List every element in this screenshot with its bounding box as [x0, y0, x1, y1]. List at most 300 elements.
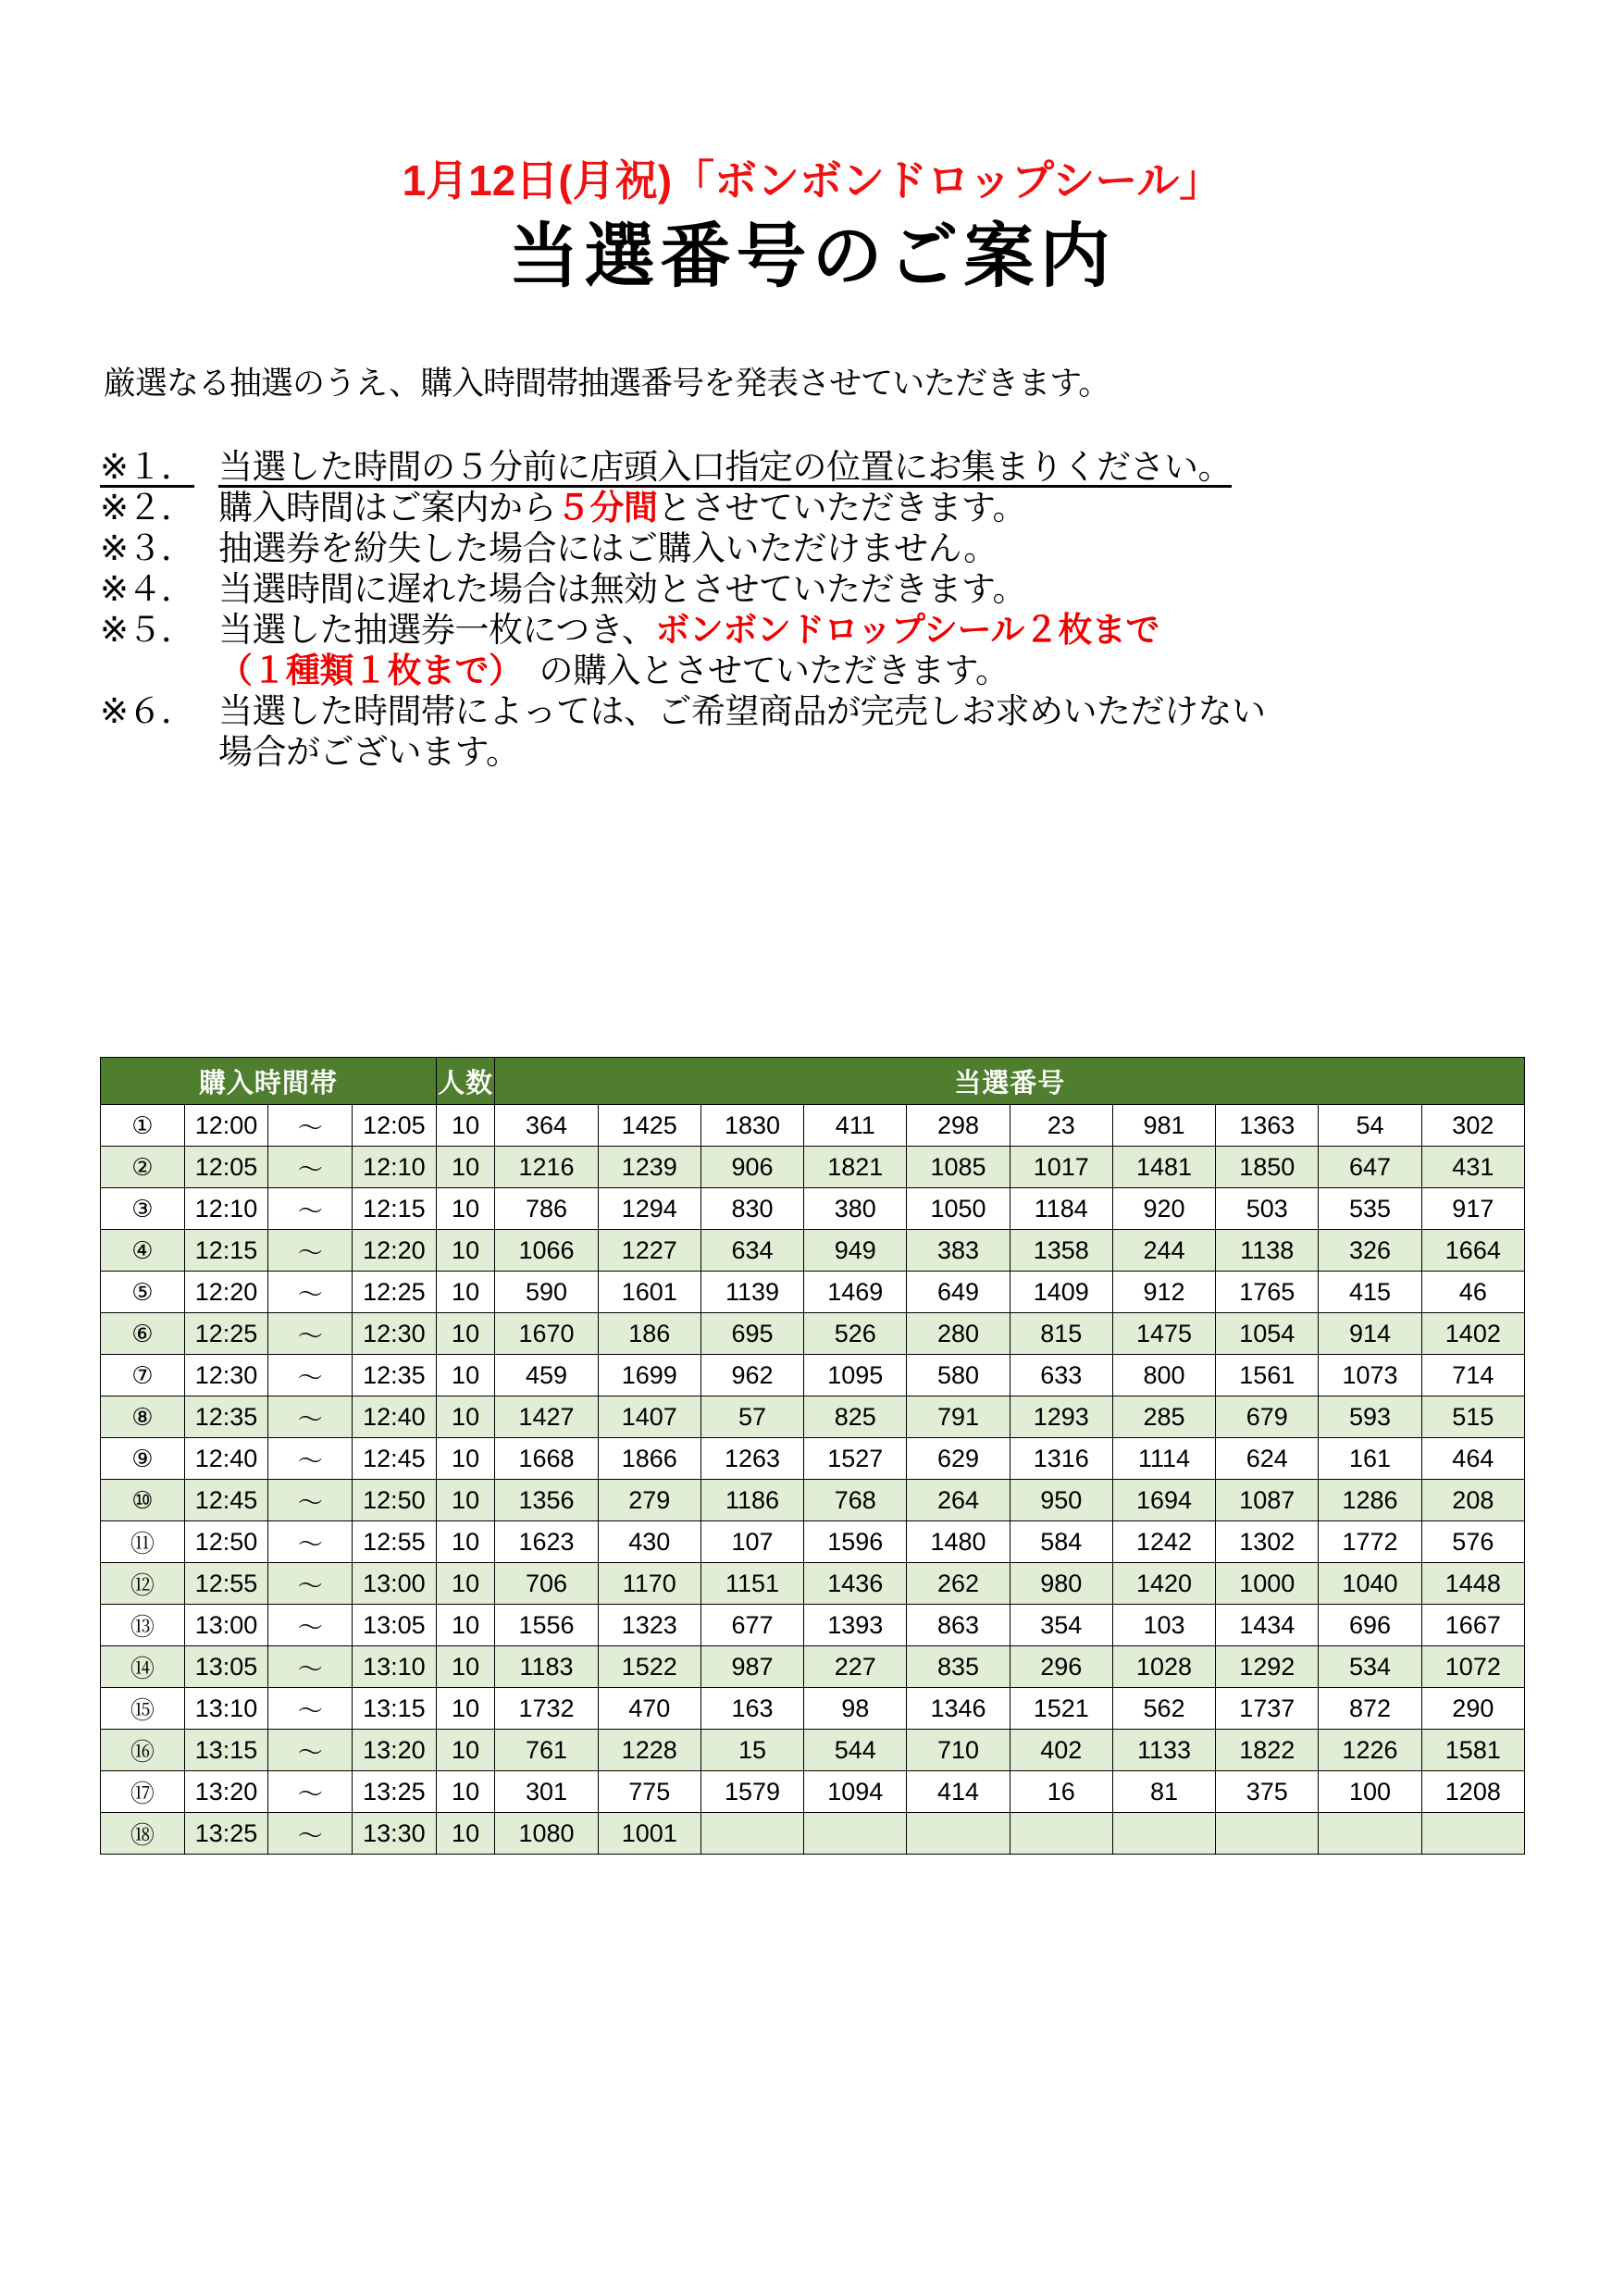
note-marker-2: ※２．: [100, 488, 195, 527]
winning-number: 590: [495, 1272, 598, 1313]
note-text-2-pre: 購入時間はご案内から: [218, 488, 556, 527]
winning-number: 298: [907, 1105, 1010, 1147]
time-separator: ～: [268, 1605, 353, 1646]
winning-number: 534: [1319, 1646, 1421, 1688]
winning-number: 1072: [1421, 1646, 1524, 1688]
winning-number: 526: [804, 1313, 907, 1355]
winning-number: 415: [1319, 1272, 1421, 1313]
note-marker-6: ※６．: [100, 691, 195, 730]
time-from: 12:45: [184, 1480, 268, 1521]
winning-number: [1421, 1813, 1524, 1855]
winning-number: 815: [1010, 1313, 1112, 1355]
time-to: 13:05: [353, 1605, 437, 1646]
winning-number: 1581: [1421, 1730, 1524, 1771]
row-index: ①: [101, 1105, 185, 1147]
note-item-6-continuation: [100, 732, 1624, 771]
winning-number: [1319, 1813, 1421, 1855]
winning-number: 1409: [1010, 1272, 1112, 1313]
person-count: 10: [436, 1563, 495, 1605]
winning-number: 430: [598, 1521, 700, 1563]
winning-number: 535: [1319, 1188, 1421, 1230]
winning-number: 1017: [1010, 1147, 1112, 1188]
note-text-2-highlight: ５分間: [556, 488, 658, 527]
time-separator: ～: [268, 1813, 353, 1855]
row-index: ②: [101, 1147, 185, 1188]
winning-number: 1151: [700, 1563, 803, 1605]
winning-number: 326: [1319, 1230, 1421, 1272]
winning-number: 1085: [907, 1147, 1010, 1188]
winning-number: 515: [1421, 1396, 1524, 1438]
time-from: 12:20: [184, 1272, 268, 1313]
note-text-5-cont-post: の購入とさせていただきます。: [505, 651, 1010, 689]
winning-number: 1623: [495, 1521, 598, 1563]
winning-number: [1216, 1813, 1319, 1855]
winning-number: 1183: [495, 1646, 598, 1688]
winning-number: 354: [1010, 1605, 1112, 1646]
winning-number: 264: [907, 1480, 1010, 1521]
winning-number: 1226: [1319, 1730, 1421, 1771]
lottery-results-table: [100, 1057, 1525, 1855]
winning-number: 1772: [1319, 1521, 1421, 1563]
winning-number: 285: [1112, 1396, 1215, 1438]
note-text-5: [218, 610, 1159, 649]
winning-number: 562: [1112, 1688, 1215, 1730]
time-from: 13:05: [184, 1646, 268, 1688]
row-index: ⑦: [101, 1355, 185, 1396]
winning-number: 383: [907, 1230, 1010, 1272]
table-row: [101, 1813, 1525, 1855]
time-from: 13:20: [184, 1771, 268, 1813]
winning-number: 1667: [1421, 1605, 1524, 1646]
winning-number: 1732: [495, 1688, 598, 1730]
winning-number: 163: [700, 1688, 803, 1730]
time-from: 12:30: [184, 1355, 268, 1396]
winning-number: 1527: [804, 1438, 907, 1480]
time-from: 12:10: [184, 1188, 268, 1230]
winning-number: 16: [1010, 1771, 1112, 1813]
row-index: ⑩: [101, 1480, 185, 1521]
winning-number: 544: [804, 1730, 907, 1771]
table-row: [101, 1272, 1525, 1313]
winning-number: 634: [700, 1230, 803, 1272]
note-item-5-continuation: [100, 653, 1624, 688]
winning-number: 1480: [907, 1521, 1010, 1563]
winning-number: [700, 1813, 803, 1855]
winning-number: 1469: [804, 1272, 907, 1313]
winning-number: 1094: [804, 1771, 907, 1813]
winning-number: 863: [907, 1605, 1010, 1646]
note-cont-indent-5: [100, 653, 218, 688]
time-separator: ～: [268, 1730, 353, 1771]
winning-number: [1010, 1813, 1112, 1855]
person-count: 10: [436, 1272, 495, 1313]
time-to: 13:20: [353, 1730, 437, 1771]
time-from: 12:05: [184, 1147, 268, 1188]
person-count: 10: [436, 1730, 495, 1771]
winning-number: 1561: [1216, 1355, 1319, 1396]
winning-number: 208: [1421, 1480, 1524, 1521]
time-to: 13:10: [353, 1646, 437, 1688]
winning-number: [907, 1813, 1010, 1855]
note-text-5-highlight: ボンボンドロップシール２枚まで: [655, 610, 1159, 649]
winning-number: 593: [1319, 1396, 1421, 1438]
winning-number: 1664: [1421, 1230, 1524, 1272]
time-separator: ～: [268, 1521, 353, 1563]
winning-number: 464: [1421, 1438, 1524, 1480]
notes-list: [0, 403, 1624, 769]
row-index: ⑮: [101, 1688, 185, 1730]
winning-number: 576: [1421, 1521, 1524, 1563]
winning-number: 1095: [804, 1355, 907, 1396]
note-cont-indent-6: [100, 735, 218, 769]
winning-number: 830: [700, 1188, 803, 1230]
column-header-time-slot: 購入時間帯: [101, 1058, 437, 1105]
time-to: 13:30: [353, 1813, 437, 1855]
time-separator: ～: [268, 1646, 353, 1688]
table-row: [101, 1730, 1525, 1771]
winning-number: 1293: [1010, 1396, 1112, 1438]
winning-number: 1040: [1319, 1563, 1421, 1605]
winning-number: 411: [804, 1105, 907, 1147]
row-index: ⑱: [101, 1813, 185, 1855]
table-row: [101, 1646, 1525, 1688]
table-row: [101, 1230, 1525, 1272]
note-item-3: [100, 528, 1624, 567]
winning-number: 1737: [1216, 1688, 1319, 1730]
winning-number: 402: [1010, 1730, 1112, 1771]
winning-number: 775: [598, 1771, 700, 1813]
table-row: [101, 1396, 1525, 1438]
winning-number: 1866: [598, 1438, 700, 1480]
winning-number: 1170: [598, 1563, 700, 1605]
winning-number: 1302: [1216, 1521, 1319, 1563]
winning-number: 768: [804, 1480, 907, 1521]
page-title: 当選番号のご案内: [508, 217, 1116, 296]
time-from: 12:00: [184, 1105, 268, 1147]
time-separator: ～: [268, 1563, 353, 1605]
table-header: [101, 1058, 1525, 1105]
note-item-2: [100, 490, 1624, 525]
time-from: 13:15: [184, 1730, 268, 1771]
winning-number: 100: [1319, 1771, 1421, 1813]
winning-number: 1242: [1112, 1521, 1215, 1563]
winning-number: 1286: [1319, 1480, 1421, 1521]
winning-number: 872: [1319, 1688, 1421, 1730]
note-text-6: 当選した時間帯によっては、ご希望商品が完売しお求めいただけない: [218, 691, 1266, 730]
winning-number: 1579: [700, 1771, 803, 1813]
winning-number: 1216: [495, 1147, 598, 1188]
winning-number: 1699: [598, 1355, 700, 1396]
note-marker-5: ※５．: [100, 610, 195, 649]
time-to: 12:15: [353, 1188, 437, 1230]
winning-number: 54: [1319, 1105, 1421, 1147]
winning-number: 1668: [495, 1438, 598, 1480]
person-count: 10: [436, 1688, 495, 1730]
person-count: 10: [436, 1521, 495, 1563]
table-header-row: [101, 1058, 1525, 1105]
table-row: [101, 1438, 1525, 1480]
winning-number: 23: [1010, 1105, 1112, 1147]
winning-number: 714: [1421, 1355, 1524, 1396]
time-separator: ～: [268, 1188, 353, 1230]
person-count: 10: [436, 1313, 495, 1355]
winning-number: 1080: [495, 1813, 598, 1855]
winning-number: 46: [1421, 1272, 1524, 1313]
winning-number: 633: [1010, 1355, 1112, 1396]
winning-number: 1263: [700, 1438, 803, 1480]
winning-number: 161: [1319, 1438, 1421, 1480]
winning-number: 679: [1216, 1396, 1319, 1438]
row-index: ⑯: [101, 1730, 185, 1771]
time-separator: ～: [268, 1272, 353, 1313]
note-text-5-cont-highlight: （１種類１枚まで）: [218, 651, 505, 689]
winning-number: 1481: [1112, 1147, 1215, 1188]
winning-number: 981: [1112, 1105, 1215, 1147]
winning-number: 1114: [1112, 1438, 1215, 1480]
time-separator: ～: [268, 1438, 353, 1480]
winning-number: 1821: [804, 1147, 907, 1188]
winning-number: 1184: [1010, 1188, 1112, 1230]
winning-number: [804, 1813, 907, 1855]
lottery-table-container: [100, 1057, 1525, 1855]
table-row: [101, 1605, 1525, 1646]
row-index: ⑪: [101, 1521, 185, 1563]
time-to: 12:30: [353, 1313, 437, 1355]
person-count: 10: [436, 1605, 495, 1646]
winning-number: 1292: [1216, 1646, 1319, 1688]
winning-number: 1323: [598, 1605, 700, 1646]
time-to: 12:45: [353, 1438, 437, 1480]
table-row: [101, 1771, 1525, 1813]
winning-number: 695: [700, 1313, 803, 1355]
winning-number: 431: [1421, 1147, 1524, 1188]
winning-number: 1358: [1010, 1230, 1112, 1272]
table-row: [101, 1480, 1525, 1521]
winning-number: 290: [1421, 1688, 1524, 1730]
winning-number: 1294: [598, 1188, 700, 1230]
winning-number: 262: [907, 1563, 1010, 1605]
winning-number: 107: [700, 1521, 803, 1563]
time-separator: ～: [268, 1355, 353, 1396]
winning-number: 1765: [1216, 1272, 1319, 1313]
note-marker-4: ※４．: [100, 569, 195, 608]
winning-number: 1425: [598, 1105, 700, 1147]
time-to: 13:25: [353, 1771, 437, 1813]
note-item-4: [100, 569, 1624, 608]
winning-number: 1138: [1216, 1230, 1319, 1272]
winning-number: 98: [804, 1688, 907, 1730]
winning-number: 1822: [1216, 1730, 1319, 1771]
winning-number: 906: [700, 1147, 803, 1188]
note-item-5: [100, 610, 1624, 649]
winning-number: 81: [1112, 1771, 1215, 1813]
time-to: 12:55: [353, 1521, 437, 1563]
table-row: [101, 1105, 1525, 1147]
person-count: 10: [436, 1355, 495, 1396]
winning-number: 296: [1010, 1646, 1112, 1688]
person-count: 10: [436, 1147, 495, 1188]
time-separator: ～: [268, 1688, 353, 1730]
winning-number: 980: [1010, 1563, 1112, 1605]
winning-number: 1694: [1112, 1480, 1215, 1521]
winning-number: 800: [1112, 1355, 1215, 1396]
note-text-2-post: とさせていただきます。: [657, 488, 1027, 527]
winning-number: 624: [1216, 1438, 1319, 1480]
time-to: 12:35: [353, 1355, 437, 1396]
time-to: 12:05: [353, 1105, 437, 1147]
winning-number: 677: [700, 1605, 803, 1646]
note-text-5-cont: [218, 653, 1010, 688]
winning-number: 1427: [495, 1396, 598, 1438]
note-text-4: 当選時間に遅れた場合は無効とさせていただきます。: [218, 569, 1027, 608]
time-separator: ～: [268, 1771, 353, 1813]
row-index: ④: [101, 1230, 185, 1272]
winning-number: 503: [1216, 1188, 1319, 1230]
table-row: [101, 1688, 1525, 1730]
winning-number: 1601: [598, 1272, 700, 1313]
winning-number: 1028: [1112, 1646, 1215, 1688]
person-count: 10: [436, 1438, 495, 1480]
winning-number: 244: [1112, 1230, 1215, 1272]
time-from: 12:35: [184, 1396, 268, 1438]
winning-number: 57: [700, 1396, 803, 1438]
winning-number: 1393: [804, 1605, 907, 1646]
winning-number: 1227: [598, 1230, 700, 1272]
winning-number: 1208: [1421, 1771, 1524, 1813]
note-marker-3: ※３．: [100, 528, 195, 567]
winning-number: 912: [1112, 1272, 1215, 1313]
time-to: 12:50: [353, 1480, 437, 1521]
winning-number: 470: [598, 1688, 700, 1730]
time-separator: ～: [268, 1313, 353, 1355]
time-to: 12:20: [353, 1230, 437, 1272]
row-index: ⑨: [101, 1438, 185, 1480]
note-text-3: 抽選券を紛失した場合にはご購入いただけません。: [218, 528, 998, 567]
row-index: ③: [101, 1188, 185, 1230]
winning-number: 1228: [598, 1730, 700, 1771]
time-separator: ～: [268, 1396, 353, 1438]
winning-number: 1522: [598, 1646, 700, 1688]
note-text-5-pre: 当選した抽選券一枚につき、: [218, 610, 656, 649]
note-text-1: 当選した時間の５分前に店頭入口指定の位置にお集まりください。: [218, 447, 1232, 486]
row-index: ⑤: [101, 1272, 185, 1313]
person-count: 10: [436, 1646, 495, 1688]
table-row: [101, 1355, 1525, 1396]
row-index: ⑰: [101, 1771, 185, 1813]
person-count: 10: [436, 1105, 495, 1147]
winning-number: 920: [1112, 1188, 1215, 1230]
winning-number: 459: [495, 1355, 598, 1396]
winning-number: 1850: [1216, 1147, 1319, 1188]
winning-number: 1073: [1319, 1355, 1421, 1396]
winning-number: 186: [598, 1313, 700, 1355]
note-text-6-cont: 場合がございます。: [218, 732, 520, 771]
table-row: [101, 1521, 1525, 1563]
winning-number: 1001: [598, 1813, 700, 1855]
time-to: 12:25: [353, 1272, 437, 1313]
winning-number: 1066: [495, 1230, 598, 1272]
winning-number: 280: [907, 1313, 1010, 1355]
winning-number: 1596: [804, 1521, 907, 1563]
time-separator: ～: [268, 1480, 353, 1521]
winning-number: 962: [700, 1355, 803, 1396]
winning-number: 1133: [1112, 1730, 1215, 1771]
time-to: 13:00: [353, 1563, 437, 1605]
column-header-numbers: 当選番号: [495, 1058, 1525, 1105]
winning-number: 1475: [1112, 1313, 1215, 1355]
row-index: ⑧: [101, 1396, 185, 1438]
winning-number: 696: [1319, 1605, 1421, 1646]
winning-number: 580: [907, 1355, 1010, 1396]
time-from: 13:10: [184, 1688, 268, 1730]
winning-number: 791: [907, 1396, 1010, 1438]
winning-number: 706: [495, 1563, 598, 1605]
winning-number: 950: [1010, 1480, 1112, 1521]
winning-number: 949: [804, 1230, 907, 1272]
winning-number: 375: [1216, 1771, 1319, 1813]
winning-number: 1448: [1421, 1563, 1524, 1605]
note-text-2: [218, 490, 1026, 525]
winning-number: 227: [804, 1646, 907, 1688]
winning-number: 302: [1421, 1105, 1524, 1147]
winning-number: 710: [907, 1730, 1010, 1771]
winning-number: 1050: [907, 1188, 1010, 1230]
winning-number: 1420: [1112, 1563, 1215, 1605]
time-from: 13:00: [184, 1605, 268, 1646]
winning-number: 987: [700, 1646, 803, 1688]
winning-number: 1239: [598, 1147, 700, 1188]
person-count: 10: [436, 1396, 495, 1438]
time-to: 13:15: [353, 1688, 437, 1730]
row-index: ⑭: [101, 1646, 185, 1688]
winning-number: 761: [495, 1730, 598, 1771]
winning-number: 1830: [700, 1105, 803, 1147]
time-from: 12:55: [184, 1563, 268, 1605]
time-to: 12:40: [353, 1396, 437, 1438]
winning-number: 1556: [495, 1605, 598, 1646]
time-separator: ～: [268, 1147, 353, 1188]
winning-number: 1054: [1216, 1313, 1319, 1355]
row-index: ⑬: [101, 1605, 185, 1646]
winning-number: 1000: [1216, 1563, 1319, 1605]
winning-number: 786: [495, 1188, 598, 1230]
winning-number: 1346: [907, 1688, 1010, 1730]
time-separator: ～: [268, 1105, 353, 1147]
winning-number: 380: [804, 1188, 907, 1230]
winning-number: 1316: [1010, 1438, 1112, 1480]
winning-number: 1402: [1421, 1313, 1524, 1355]
winning-number: 1436: [804, 1563, 907, 1605]
row-index: ⑫: [101, 1563, 185, 1605]
person-count: 10: [436, 1188, 495, 1230]
time-from: 12:25: [184, 1313, 268, 1355]
winning-number: 1670: [495, 1313, 598, 1355]
table-body: [101, 1105, 1525, 1855]
winning-number: 649: [907, 1272, 1010, 1313]
intro-paragraph: 厳選なる抽選のうえ、購入時間帯抽選番号を発表させていただきます。: [104, 365, 1110, 402]
note-marker-1: ※１．: [100, 447, 195, 486]
winning-number: 1363: [1216, 1105, 1319, 1147]
row-index: ⑥: [101, 1313, 185, 1355]
person-count: 10: [436, 1771, 495, 1813]
winning-number: 364: [495, 1105, 598, 1147]
time-from: 12:15: [184, 1230, 268, 1272]
time-from: 13:25: [184, 1813, 268, 1855]
table-row: [101, 1313, 1525, 1355]
winning-number: 825: [804, 1396, 907, 1438]
table-row: [101, 1188, 1525, 1230]
winning-number: 1407: [598, 1396, 700, 1438]
